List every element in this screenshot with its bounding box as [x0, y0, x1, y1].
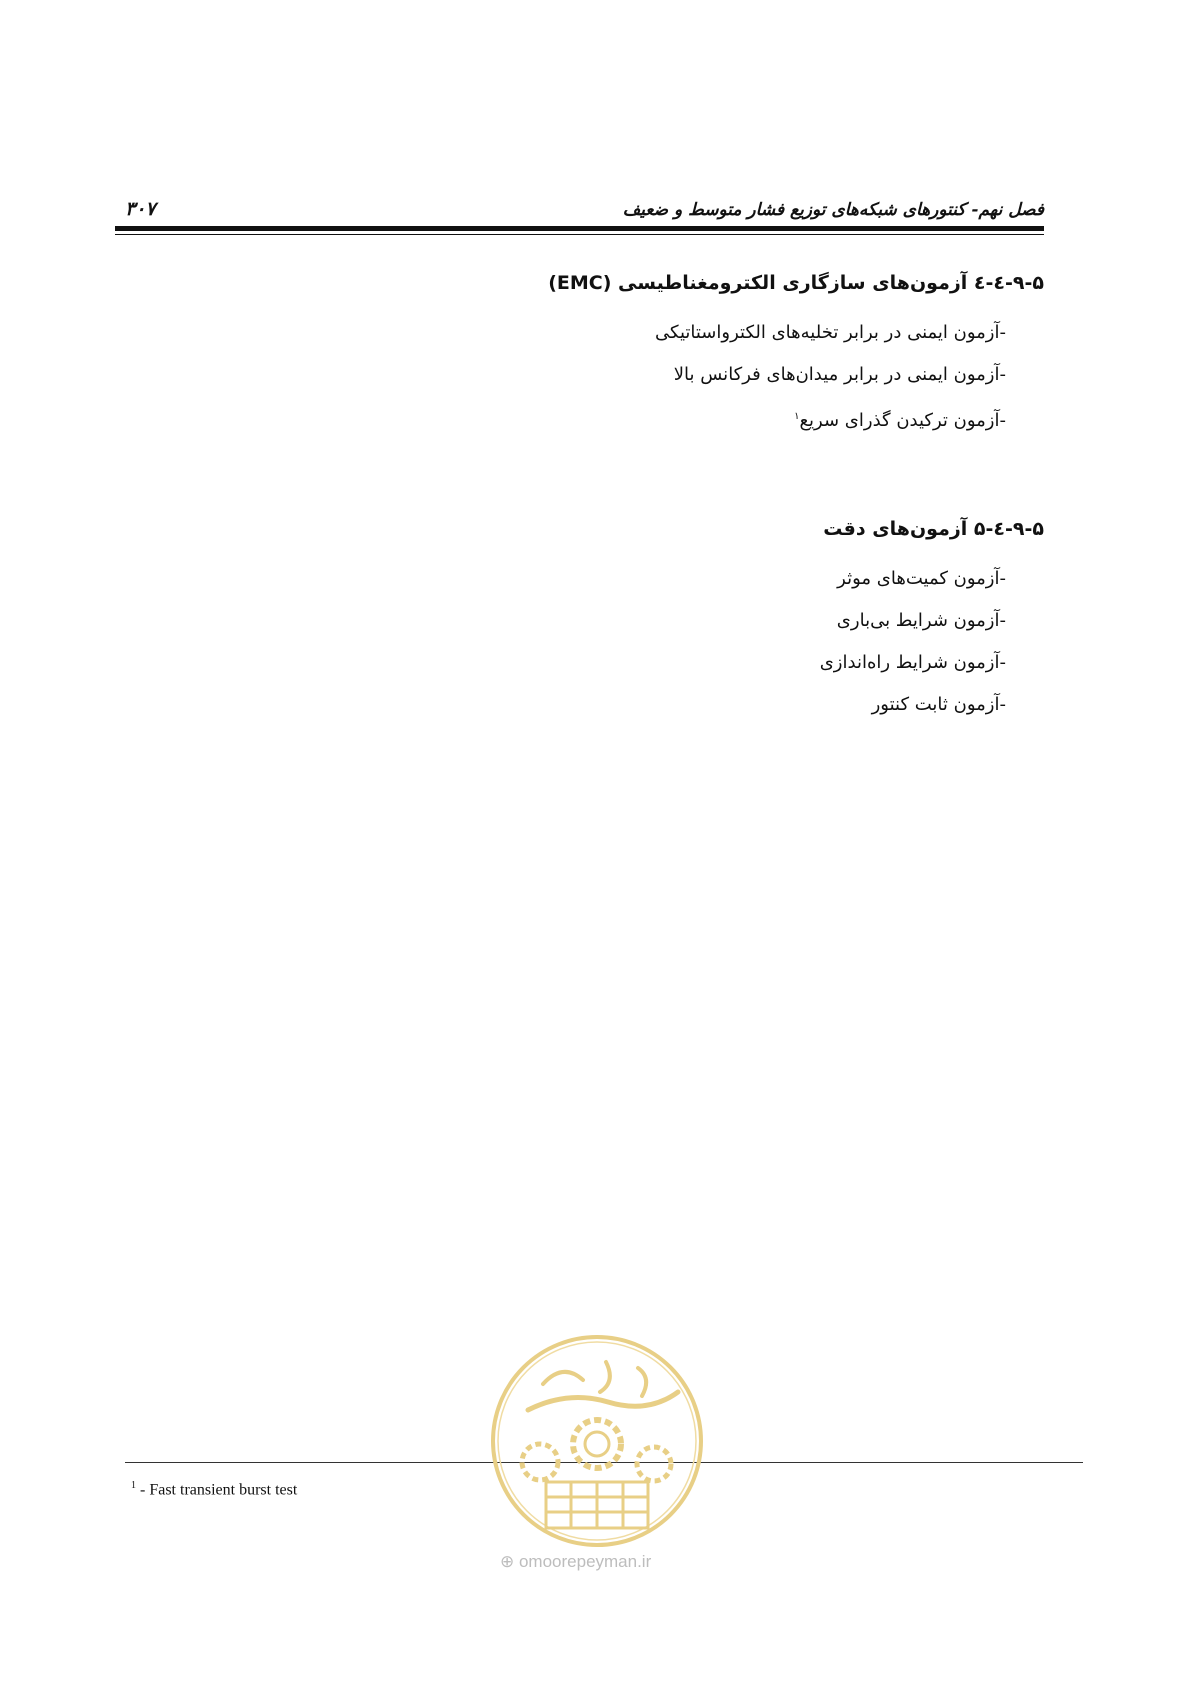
list-item: -آزمون کمیت‌های موثر [837, 568, 1006, 589]
watermark-seal-logo [488, 1332, 706, 1550]
list-item: -آزمون شرایط راه‌اندازی [819, 652, 1006, 673]
watermark-site: ⊕ omoorepeyman.ir [500, 1552, 652, 1571]
section-heading: ۹-۵-٤-٤ آزمون‌های سازگاری الکترومغناطیسی (EMC) [548, 272, 1044, 294]
header-rule-thin [115, 234, 1044, 235]
footnote-reference: ۱ [794, 411, 800, 422]
list-item: -آزمون ایمنی در برابر میدان‌های فرکانس بالا [673, 364, 1006, 385]
list-item [548, 396, 1006, 442]
page-number: ۳۰۷ [125, 198, 156, 220]
test-list [820, 558, 1044, 726]
section-heading: ۹-۵-٤-۵ آزمون‌های دقت [823, 518, 1044, 540]
test-list [548, 312, 1044, 442]
footnote-number: 1 [131, 1480, 136, 1491]
list-item: -آزمون ایمنی در برابر تخلیه‌های الکترواستاتیکی [655, 322, 1006, 343]
section-emc-tests [548, 272, 1044, 442]
header-rule-thick [115, 226, 1044, 231]
chapter-title: فصل نهم- کنتورهای شبکه‌های توزیع فشار متوسط و ضعیف [622, 200, 1044, 220]
list-item: -آزمون ثابت کنتور [871, 694, 1006, 715]
footnote-text: - Fast transient burst test [136, 1481, 298, 1499]
section-accuracy-tests [820, 518, 1044, 726]
list-item-text: -آزمون ترکیدن گذرای سریع [799, 410, 1006, 431]
footnote [131, 1480, 297, 1499]
watermark-site-text: omoorepeyman.ir [518, 1552, 652, 1571]
list-item: -آزمون شرایط بی‌باری [836, 610, 1006, 631]
